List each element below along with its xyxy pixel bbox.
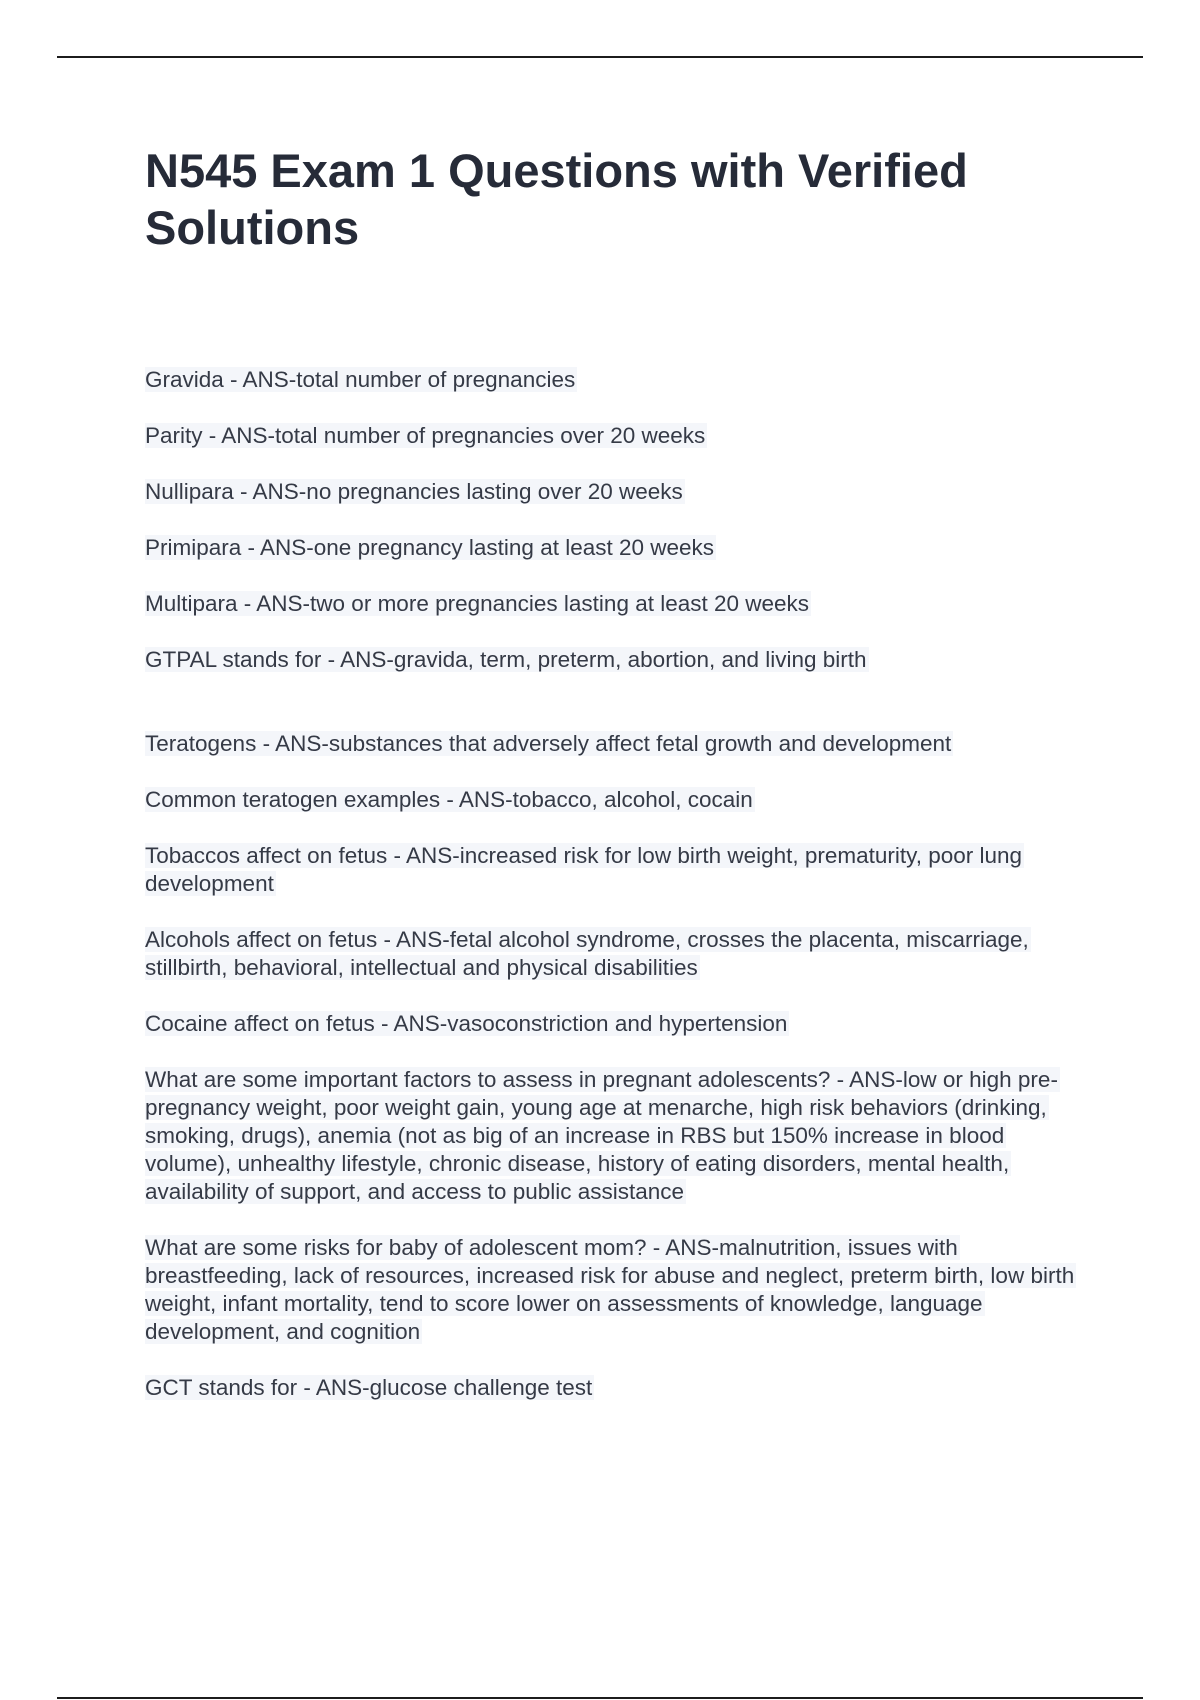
- qa-item-gravida: [145, 366, 1095, 394]
- qa-text: What are some risks for baby of adolescent mom? - ANS-malnutrition, issues with breastfeeding, lack of resources, increased risk for abuse and neglect, preterm birth, low birth weight, infant mortality, tend to score lower on assessments of knowledge, language development, and cognition: [145, 1235, 1075, 1344]
- qa-text: Primipara - ANS-one pregnancy lasting at least 20 weeks: [145, 535, 715, 560]
- qa-text: Multipara - ANS-two or more pregnancies lasting at least 20 weeks: [145, 591, 810, 616]
- qa-item-gct: [145, 1374, 1095, 1402]
- qa-item-cocaine: [145, 1010, 1095, 1038]
- qa-text: Cocaine affect on fetus - ANS-vasoconstriction and hypertension: [145, 1011, 788, 1036]
- top-rule: [57, 56, 1143, 58]
- page-title: N545 Exam 1 Questions with Verified Solutions: [145, 144, 968, 254]
- qa-item-primipara: [145, 534, 1095, 562]
- qa-text: Gravida - ANS-total number of pregnancies: [145, 367, 576, 392]
- qa-item-adolescent-factors: [145, 1066, 1095, 1206]
- qa-text: Nullipara - ANS-no pregnancies lasting over 20 weeks: [145, 479, 683, 504]
- qa-item-nullipara: [145, 478, 1095, 506]
- qa-item-parity: [145, 422, 1095, 450]
- qa-text: What are some important factors to assess in pregnant adolescents? - ANS-low or high pre-pregnancy weight, poor weight gain, young age at menarche, high risk behaviors (drinking, smoking, drugs), anemia (not as big of an increase in RBS but 150% increase in blood volume), unhealthy lifestyle, chronic disease, history of eating disorders, mental health, availability of support, and access to public assistance: [145, 1067, 1058, 1204]
- qa-text: GCT stands for - ANS-glucose challenge test: [145, 1375, 593, 1400]
- qa-text: GTPAL stands for - ANS-gravida, term, preterm, abortion, and living birth: [145, 647, 867, 672]
- qa-text: Parity - ANS-total number of pregnancies over 20 weeks: [145, 423, 706, 448]
- bottom-rule: [57, 1697, 1143, 1699]
- qa-item-gtpal: [145, 646, 1095, 674]
- qa-item-multipara: [145, 590, 1095, 618]
- qa-text: Tobaccos affect on fetus - ANS-increased risk for low birth weight, prematurity, poor lung development: [145, 843, 1023, 896]
- qa-item-alcohol: [145, 926, 1095, 982]
- qa-item-teratogens: [145, 730, 1095, 758]
- qa-text: Teratogens - ANS-substances that adversely affect fetal growth and development: [145, 731, 952, 756]
- qa-text: Common teratogen examples - ANS-tobacco, alcohol, cocain: [145, 787, 753, 812]
- qa-item-tobacco: [145, 842, 1095, 898]
- qa-text: Alcohols affect on fetus - ANS-fetal alcohol syndrome, crosses the placenta, miscarriage, stillbirth, behavioral, intellectual and physical disabilities: [145, 927, 1029, 980]
- qa-list: [145, 366, 1095, 1430]
- qa-item-adolescent-risks: [145, 1234, 1095, 1346]
- qa-item-teratogen-examples: [145, 786, 1095, 814]
